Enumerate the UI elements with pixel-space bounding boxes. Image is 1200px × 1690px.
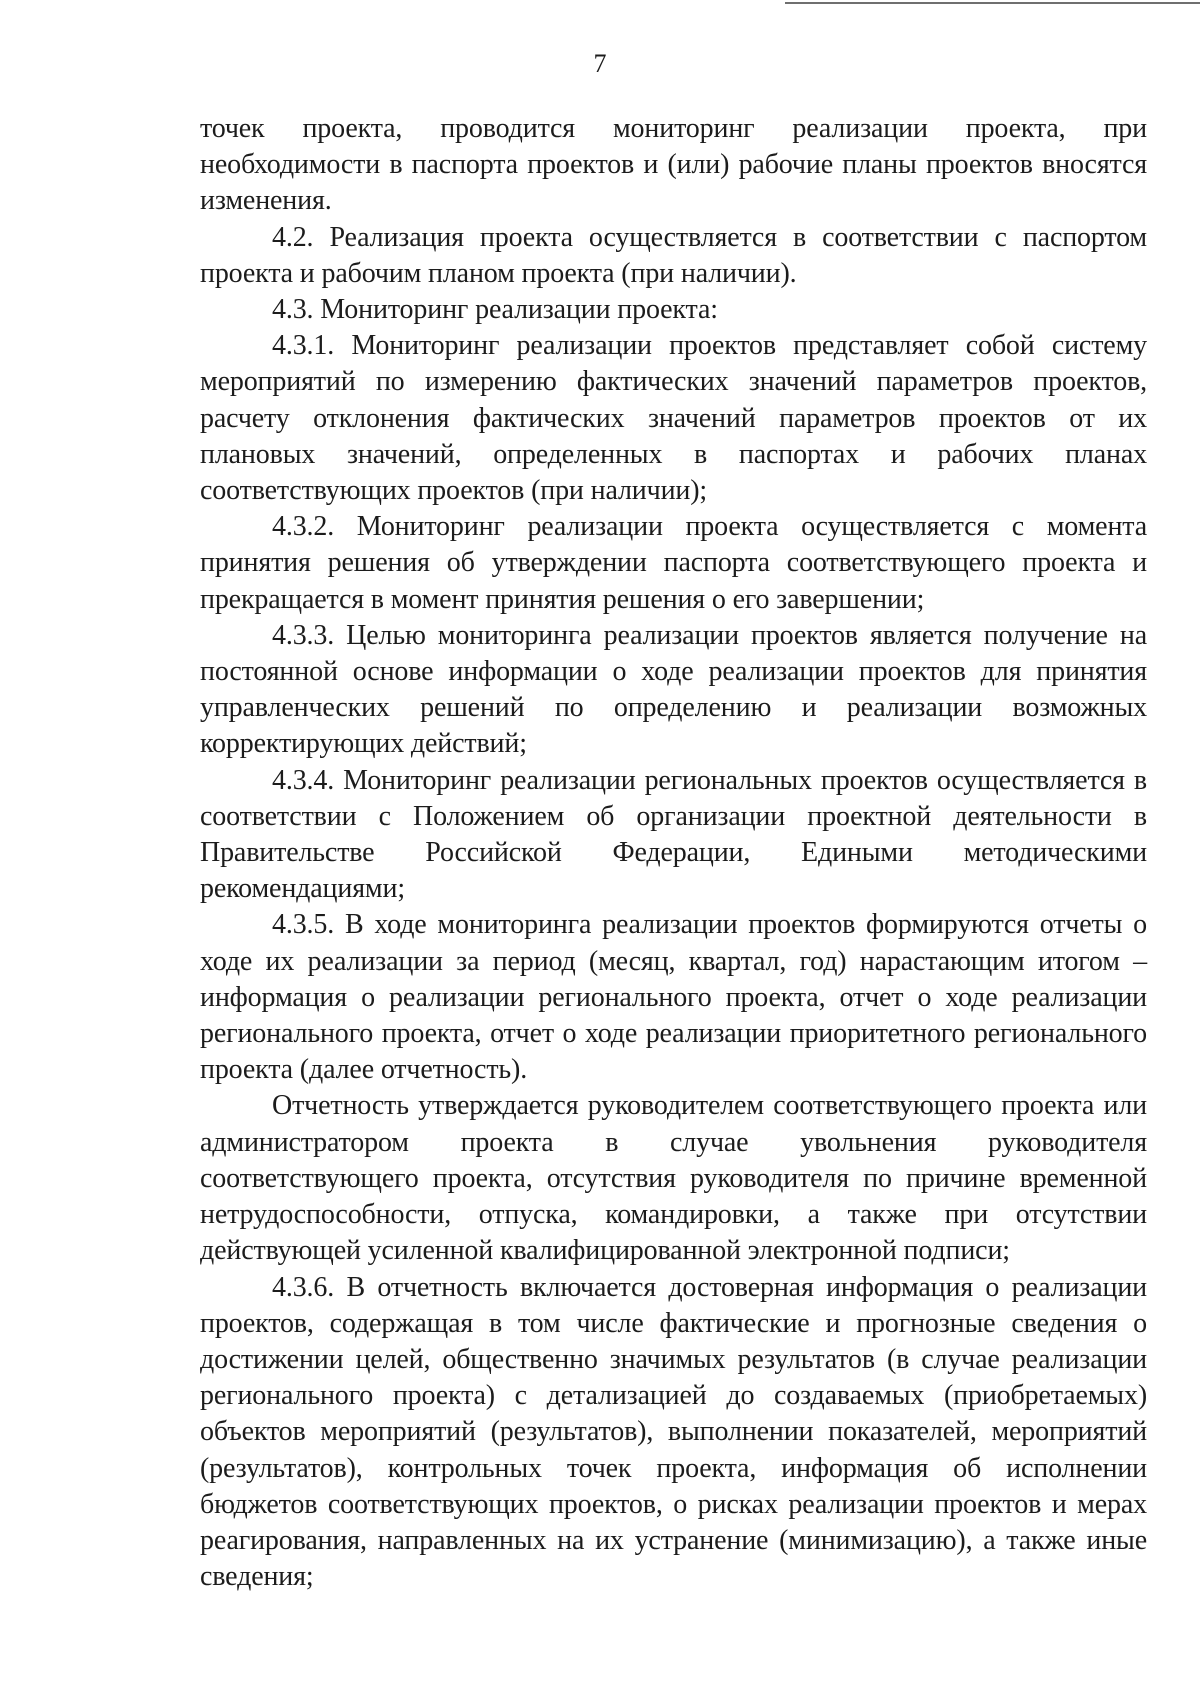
paragraph-4-3-6: 4.3.6. В отчетность включается достоверная информация о реализации проектов, содержащая в том числе фактические и прогнозные сведения о достижении целей, общественно значимых результатов (в случае реализации регионального проекта) с детализацией до создаваемых (приобретаемых) объектов мероприятий (результатов), выполнении показателей, мероприятий (результатов), контрольных точек проекта, информация об исполнении бюджетов соответствующих проектов, о рисках реализации проектов и мерах реагирования, направленных на их устранение (минимизацию), а также иные сведения; [200,1271,1147,1593]
paragraph-4-3-2: 4.3.2. Мониторинг реализации проекта осуществляется с момента принятия решения об утверждении паспорта соответствующего проекта и прекращается в момент принятия решения о его завершении; [200,511,1147,615]
paragraph-4-3: 4.3. Мониторинг реализации проекта: [272,294,718,326]
paragraph-continuation: точек проекта, проводится мониторинг реализации проекта, при необходимости в паспорта проектов и (или) рабочие планы проектов вносятся изменения. [200,113,1147,217]
paragraph-4-3-1: 4.3.1. Мониторинг реализации проектов представляет собой систему мероприятий по измерению фактических значений параметров проектов, расчету отклонения фактических значений параметров проектов от их плановых значений, определенных в паспортах и рабочих планах соответствующих проектов (при наличии); [200,330,1147,507]
page-number: 7 [593,49,607,78]
paragraph-reporting-approval: Отчетность утверждается руководителем соответствующего проекта или администратором проекта в случае увольнения руководителя соответствующего проекта, отсутствия руководителя по причине временной нетрудоспособности, отпуска, командировки, а также при отсутствии действующей усиленной квалифицированной электронной подписи; [200,1090,1147,1267]
paragraph-4-3-4: 4.3.4. Мониторинг реализации региональных проектов осуществляется в соответствии с Положением об организации проектной деятельности в Правительстве Российской Федерации, Едиными методическими рекомендациями; [200,764,1147,905]
scan-edge-line [785,2,1200,4]
paragraph-4-3-3: 4.3.3. Целью мониторинга реализации проектов является получение на постоянной основе информации о ходе реализации проектов для принятия управленческих решений по определению и реализации возможных корректирующих действий; [200,619,1147,760]
paragraph-4-3-5: 4.3.5. В ходе мониторинга реализации проектов формируются отчеты о ходе их реализации за период (месяц, квартал, год) нарастающим итогом – информация о реализации регионального проекта, отчет о ходе реализации регионального проекта, отчет о ходе реализации приоритетного регионального проекта (далее отчетность). [200,909,1147,1086]
document-body [200,111,1147,1595]
paragraph-4-2: 4.2. Реализация проекта осуществляется в соответствии с паспортом проекта и рабочим планом проекта (при наличии). [200,221,1147,289]
